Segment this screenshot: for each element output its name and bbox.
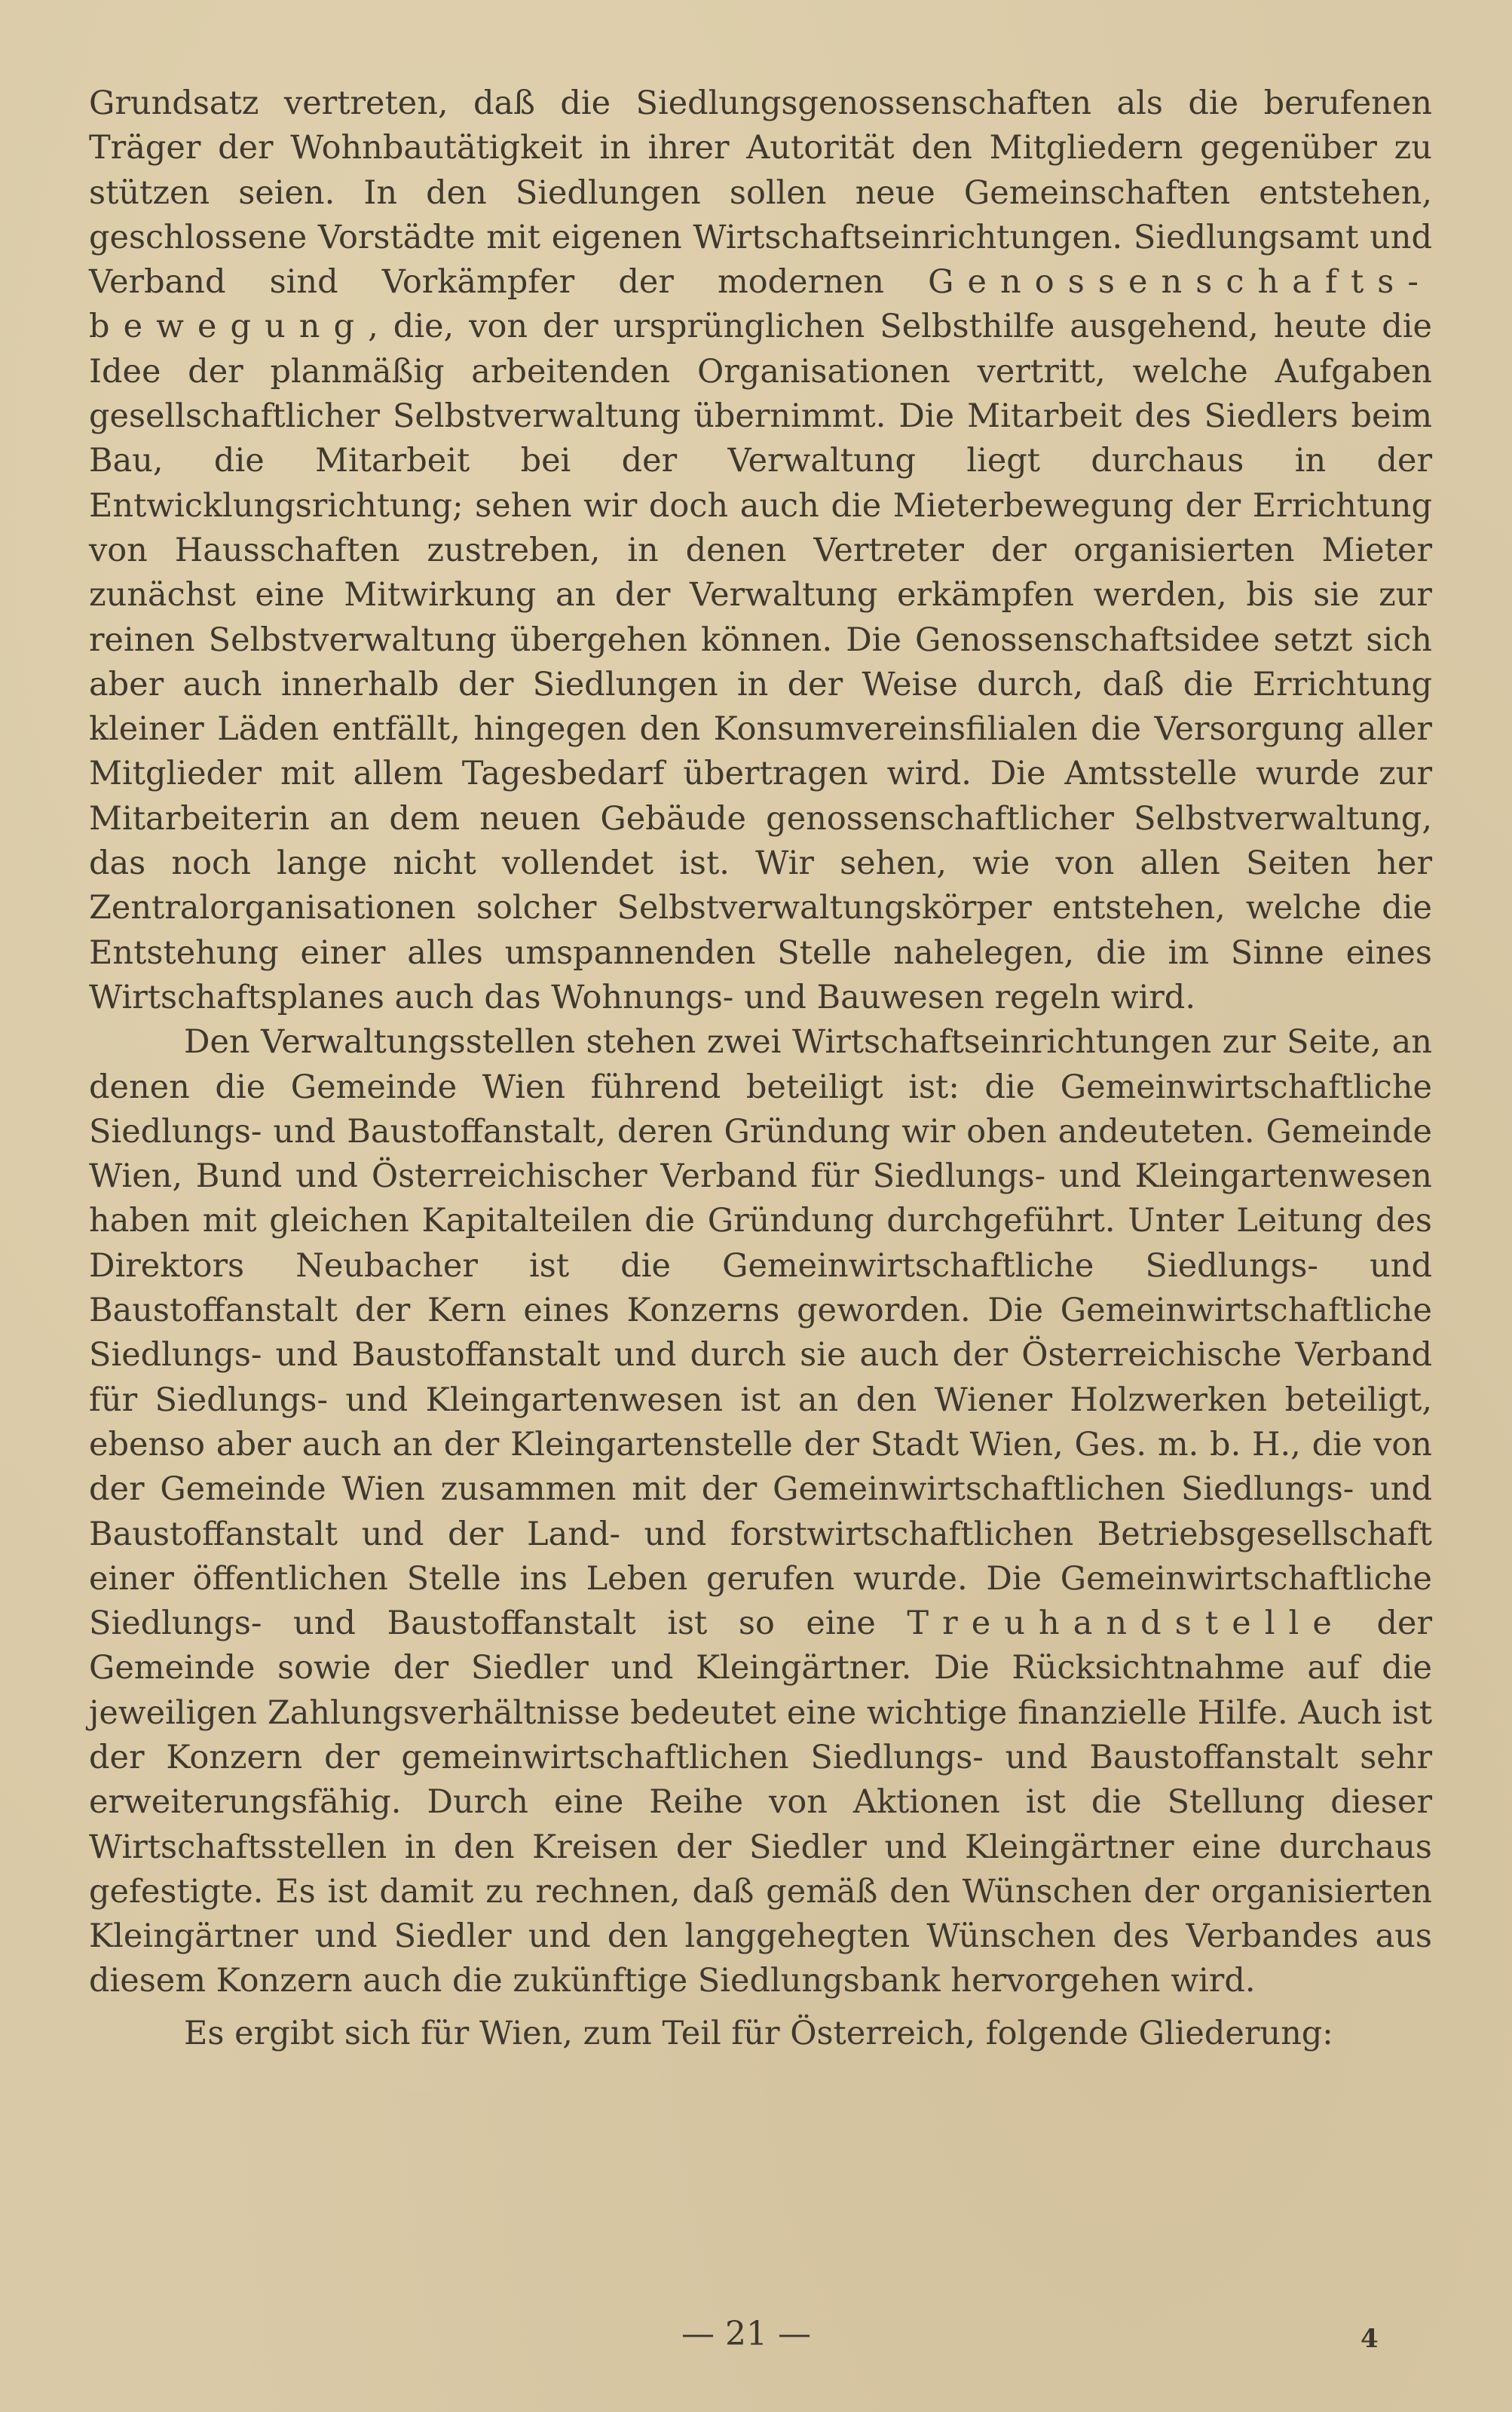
paragraph-3 <box>89 2012 1432 2056</box>
signature-mark: 4 <box>1360 2324 1379 2354</box>
spaced-emphasis: Genossenschafts- <box>928 263 1432 302</box>
page-number: — 21 — <box>681 2315 811 2353</box>
text-run: der Gemeinde sowie der Siedler und Kleingärtner. Die Rücksichtnahme auf die jeweiligen Zahlungsverhältnisse bedeutet eine wichtige finanzielle Hilfe. Auch ist der Konzern der gemeinwirtschaftlichen Siedlungs- und Baustoffanstalt sehr erweiterungsfähig. Durch eine Reihe von Aktionen ist die Stellung dieser Wirtschaftsstellen in den Kreisen der Siedler und Kleingärtner eine durchaus gefestigte. Es ist damit zu rechnen, daß gemäß den Wünschen der organisierten Kleingärtner und Siedler und den langgehegten Wünschen des Verbandes aus diesem Konzern auch die zukünftige Siedlungsbank hervorgehen wird. <box>89 1604 1432 2000</box>
text-run: Grundsatz vertreten, daß die Siedlungsgenossenschaften als die berufenen Träger der Wohnbautätigkeit in ihrer Autorität den Mitgliedern gegenüber zu stützen seien. In den Siedlungen sollen neue Gemeinschaften entstehen, geschlossene Vorstädte mit eigenen Wirtschaftseinrichtungen. Siedlungsamt und Verband sind Vorkämpfer der modernen <box>89 84 1432 302</box>
text-run: , die, von der ursprünglichen Selbsthilfe ausgehend, heute die Idee der planmäßig arbeitenden Organisationen vertritt, welche Aufgaben gesellschaftlicher Selbstverwaltung übernimmt. Die Mitarbeit des Siedlers beim Bau, die Mitarbeit bei der Verwaltung liegt durchaus in der Entwicklungsrichtung; sehen wir doch auch die Mieterbewegung der Errichtung von Hausschaften zustreben, in denen Vertreter der organisierten Mieter zunächst eine Mitwirkung an der Verwaltung erkämpfen werden, bis sie zur reinen Selbstverwaltung übergehen können. Die Genossenschaftsidee setzt sich aber auch innerhalb der Siedlungen in der Weise durch, daß die Errichtung kleiner Läden entfällt, hingegen den Konsumvereinsfilialen die Versorgung aller Mitglieder mit allem Tagesbedarf übertragen wird. Die Amtsstelle wurde zur Mitarbeiterin an dem neuen Gebäude genossenschaftlicher Selbstverwaltung, das noch lange nicht vollendet ist. Wir sehen, wie von allen Seiten her Zentralorganisationen solcher Selbstverwaltungskörper entstehen, welche die Entstehung einer alles umspannenden Stelle nahelegen, die im Sinne eines Wirtschaftsplanes auch das Wohnungs- und Bauwesen regeln wird. <box>89 308 1432 1016</box>
spaced-emphasis: Treuhandstelle <box>907 1604 1345 1643</box>
paragraph-2 <box>89 1020 1432 2004</box>
spaced-emphasis: bewegung <box>89 308 369 346</box>
page-footer <box>0 2315 1512 2360</box>
paragraph-1 <box>89 81 1432 1020</box>
text-run: Den Verwaltungsstellen stehen zwei Wirtschaftseinrichtungen zur Seite, an denen die Gemeinde Wien führend beteiligt ist: die Gemeinwirtschaftliche Siedlungs- und Baustoffanstalt, deren Gründung wir oben andeuteten. Gemeinde Wien, Bund und Österreichischer Verband für Siedlungs- und Kleingartenwesen haben mit gleichen Kapitalteilen die Gründung durchgeführt. Unter Leitung des Direktors Neubacher ist die Gemeinwirtschaftliche Siedlungs- und Baustoffanstalt der Kern eines Konzerns geworden. Die Gemeinwirtschaftliche Siedlungs- und Baustoffanstalt und durch sie auch der Österreichische Verband für Siedlungs- und Kleingartenwesen ist an den Wiener Holzwerken beteiligt, ebenso aber auch an der Kleingartenstelle der Stadt Wien, Ges. m. b. H., die von der Gemeinde Wien zusammen mit der Gemeinwirtschaftlichen Siedlungs- und Baustoffanstalt und der Land- und forstwirtschaftlichen Betriebsgesellschaft einer öffentlichen Stelle ins Leben gerufen wurde. Die Gemeinwirtschaftliche Siedlungs- und Baustoffanstalt ist so eine <box>89 1023 1432 1643</box>
body-text <box>89 81 1432 2056</box>
text-run: Es ergibt sich für Wien, zum Teil für Österreich, folgende Gliederung: <box>184 2014 1333 2052</box>
